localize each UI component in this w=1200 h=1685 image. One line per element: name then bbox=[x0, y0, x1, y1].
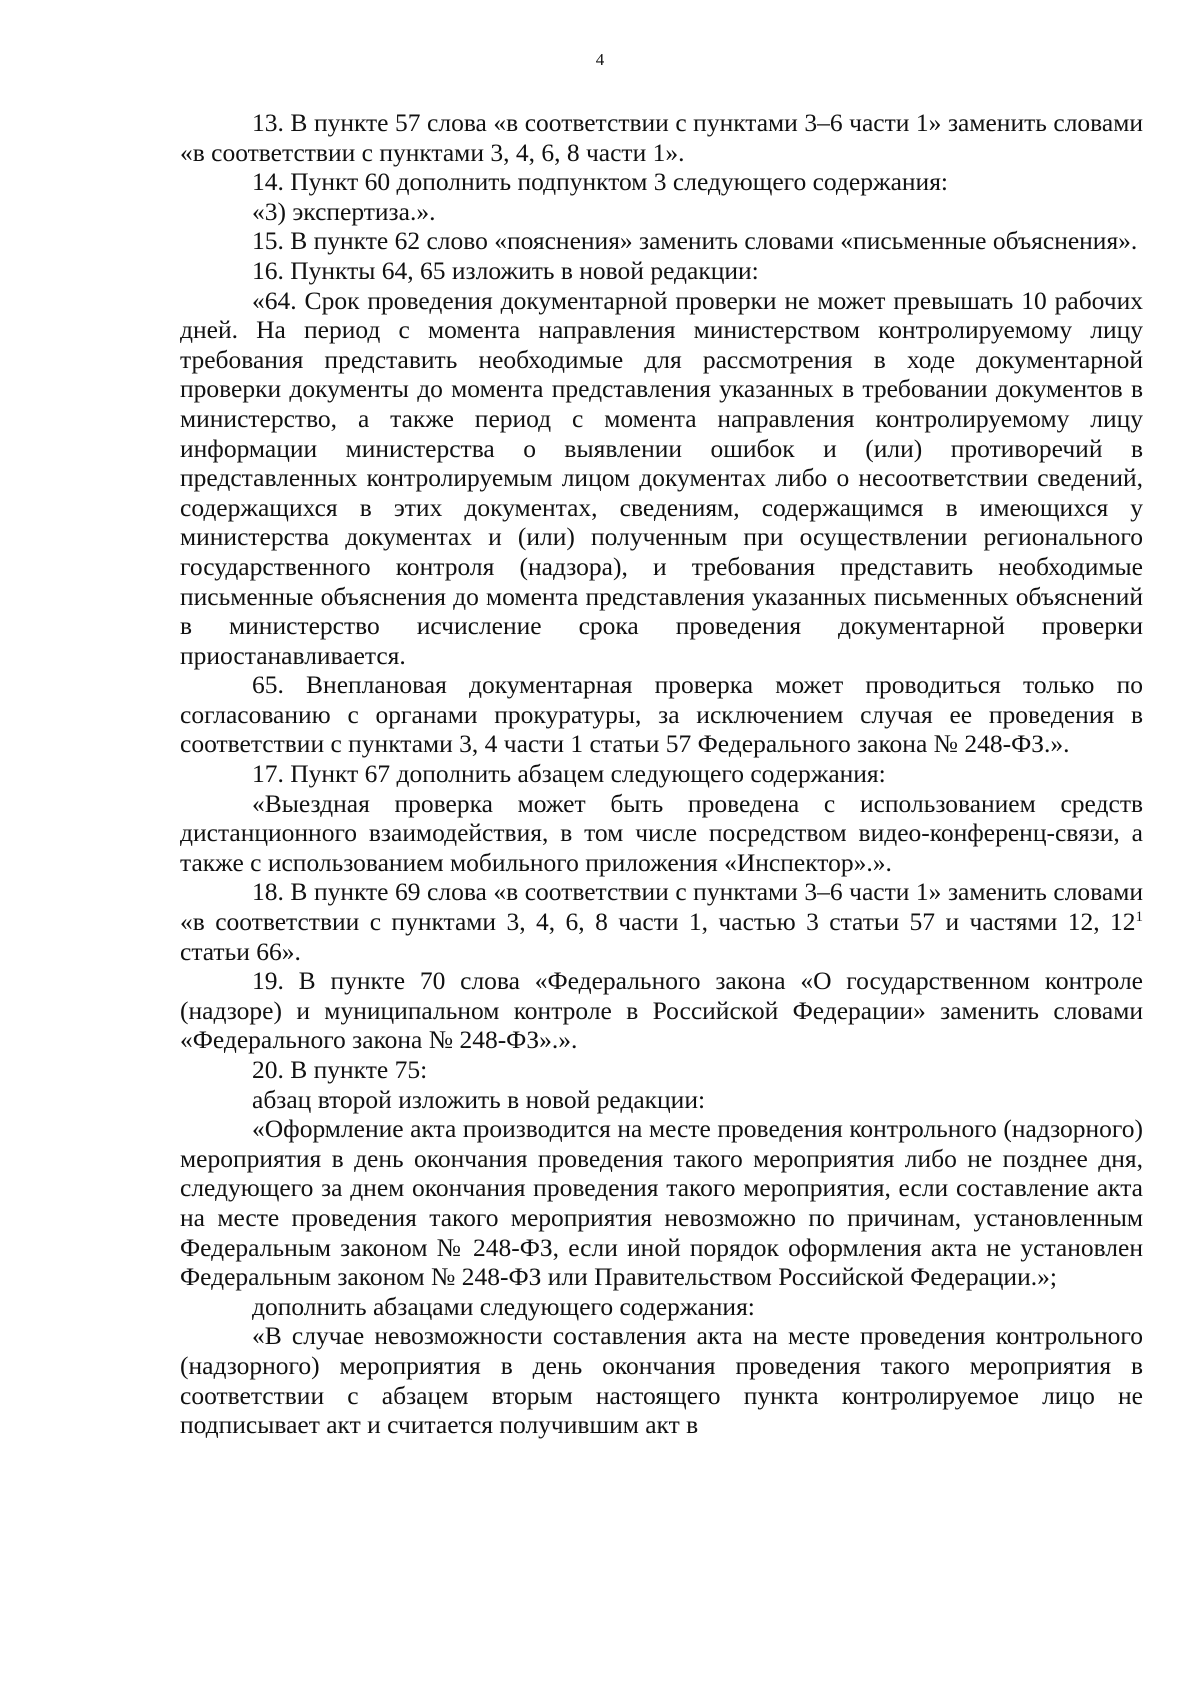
paragraph-17-text: «Выездная проверка может быть проведена с использованием средств дистанционного взаимодействия, в том числе посредством видео-конференц-связи, а также с использованием мобильного приложения «Инспектор».». bbox=[180, 788, 1143, 877]
paragraph-13: 13. В пункте 57 слова «в соответствии с пунктами 3–6 части 1» заменить словами «в соответствии с пунктами 3, 4, 6, 8 части 1». bbox=[180, 108, 1143, 167]
paragraph-14: 14. Пункт 60 дополнить подпунктом 3 следующего содержания: bbox=[252, 167, 949, 197]
paragraph-16-item-65: 65. Внеплановая документарная проверка может проводиться только по согласованию с органами прокуратуры, за исключением случая ее проведения в соответствии с пунктами 3, 4 части 1 статьи 57 Федерального закона № 248-ФЗ.». bbox=[180, 670, 1143, 759]
paragraph-16: 16. Пункты 64, 65 изложить в новой редакции: bbox=[252, 255, 759, 285]
paragraph-17: 17. Пункт 67 дополнить абзацем следующего содержания: bbox=[252, 759, 886, 789]
paragraph-19: 19. В пункте 70 слова «Федерального закона «О государственном контроле (надзоре) и муниципальном контроле в Российской Федерации» заменить словами «Федерального закона № 248-ФЗ».». bbox=[180, 966, 1143, 1055]
document-body bbox=[180, 108, 1143, 1440]
paragraph-20-item-2: дополнить абзацами следующего содержания: bbox=[252, 1291, 755, 1321]
paragraph-20-item-2-text: «В случае невозможности составления акта на месте проведения контрольного (надзорного) мероприятия в день окончания проведения такого мероприятия в соответствии с абзацем вторым настоящего пункта контролируемое лицо не подписывает акт и считается получившим акт в bbox=[180, 1321, 1143, 1440]
paragraph-18-superscript: 1 bbox=[1135, 909, 1143, 926]
page-number: 4 bbox=[595, 50, 605, 69]
paragraph-20: 20. В пункте 75: bbox=[252, 1055, 428, 1084]
paragraph-14-subitem-3: «3) экспертиза.». bbox=[252, 196, 436, 226]
paragraph-18-text: 18. В пункте 69 слова «в соответствии с пунктами 3–6 части 1» заменить словами «в соответствии с пунктами 3, 4, 6, 8 части 1, частью 3 статьи 57 и частями 12, 12 bbox=[180, 877, 1143, 937]
paragraph-20-item-1: абзац второй изложить в новой редакции: bbox=[252, 1084, 706, 1114]
paragraph-16-item-64: «64. Срок проведения документарной проверки не может превышать 10 рабочих дней. На период с момента направления министерством контролируемому лицу требования представить необходимые для рассмотрения в ходе документарной проверки документы до момента представления указанных в требовании документов в министерство, а также период с момента направления контролируемому лицу информации министерства о выявлении ошибок и (или) противоречий в представленных контролируемым лицом документах либо о несоответствии сведений, содержащихся в этих документах, сведениям, содержащимся в имеющихся у министерства документах и (или) полученным при осуществлении регионального государственного контроля (надзора), и требования представить необходимые письменные объяснения до момента представления указанных письменных объяснений в министерство исчисление срока проведения документарной проверки приостанавливается. bbox=[180, 285, 1143, 670]
paragraph-20-item-1-text: «Оформление акта производится на месте проведения контрольного (надзорного) мероприятия в день окончания проведения такого мероприятия либо не позднее дня, следующего за днем окончания проведения такого мероприятия, если составление акта на месте проведения такого мероприятия невозможно по причинам, установленным Федеральным законом № 248-ФЗ, если иной порядок оформления акта не установлен Федеральным законом № 248-ФЗ или Правительством Российской Федерации.»; bbox=[180, 1114, 1143, 1292]
paragraph-15: 15. В пункте 62 слово «пояснения» заменить словами «письменные объяснения». bbox=[252, 226, 1138, 256]
paragraph-18 bbox=[180, 877, 1143, 966]
paragraph-18-tail: статьи 66». bbox=[180, 936, 301, 966]
